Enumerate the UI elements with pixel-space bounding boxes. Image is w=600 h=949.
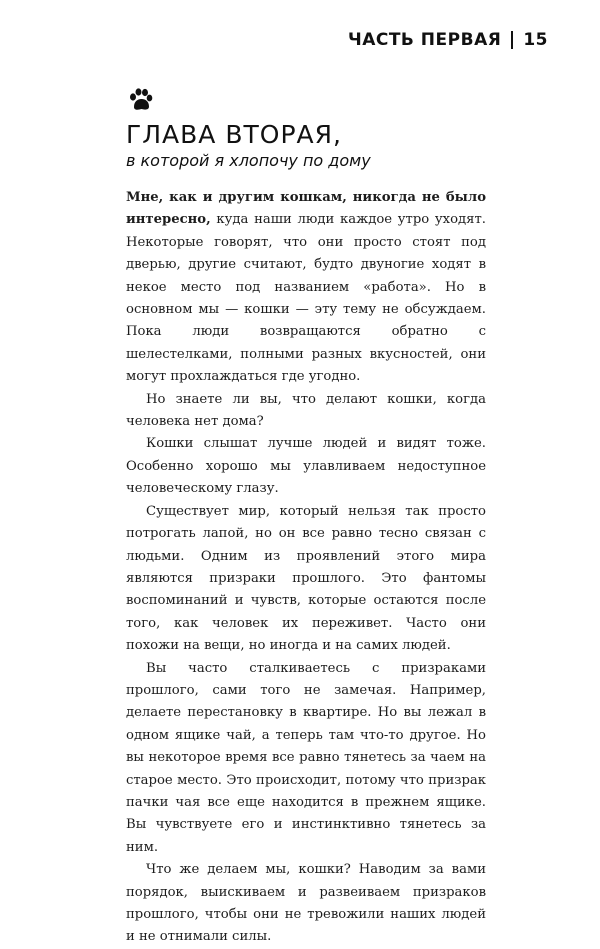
- body-text: [126, 187, 486, 949]
- paragraph: Кошки слышат лучше людей и видят тоже. Особенно хорошо мы улавливаем недоступное человеческому глазу.: [126, 436, 486, 497]
- running-head: [348, 30, 548, 50]
- lead-in: Мне, как и другим кошкам, никогда не было интересно,: [126, 190, 486, 228]
- header-divider: [511, 31, 513, 49]
- paragraph: Но знаете ли вы, что делают кошки, когда человека нет дома?: [126, 391, 486, 430]
- paragraph: [126, 187, 486, 389]
- page-number: 15: [523, 30, 548, 50]
- chapter-subtitle: в которой я хлопочу по дому: [126, 151, 371, 170]
- paragraph: Вы часто сталкиваетесь с призраками прошлого, сами того не замечая. Например, делаете перестановку в квартире. Но вы лежал в одном ящике чай, а теперь там что-то другое. Но вы некоторое время все равно тянетесь за чаем на старое место. Это происходит, потому что призрак пачки чая все еще находится в прежнем ящике. Вы чувствуете его и инстинктивно тянетесь за ним.: [126, 660, 486, 855]
- paragraph-text: куда наши люди каждое утро уходят. Некоторые говорят, что они просто стоят под дверью, другие считают, будто двуногие ходят в некое место под названием «работа». Но в основном мы — кошки — эту тему не обсуждаем. Пока люди возвращаются обратно с шелестелками, полными разных вкусностей, они могут прохлаждаться где угодно.: [126, 212, 486, 385]
- paragraph: Существует мир, который нельзя так просто потрогать лапой, но он все равно тесно связан с людьми. Одним из проявлений этого мира являются призраки прошлого. Это фантомы воспоминаний и чувств, которые остаются после того, как человек их переживет. Часто они похожи на вещи, но иногда и на самих людей.: [126, 503, 486, 654]
- section-title: ЧАСТЬ ПЕРВАЯ: [347, 30, 502, 50]
- chapter-title: ГЛАВА ВТОРАЯ,: [126, 120, 342, 149]
- paragraph: Что же делаем мы, кошки? Наводим за вами порядок, выискиваем и развеиваем призраков прошлого, чтобы они не тревожили наших людей и не отнимали силы.: [126, 862, 486, 945]
- paw-icon: [128, 88, 154, 112]
